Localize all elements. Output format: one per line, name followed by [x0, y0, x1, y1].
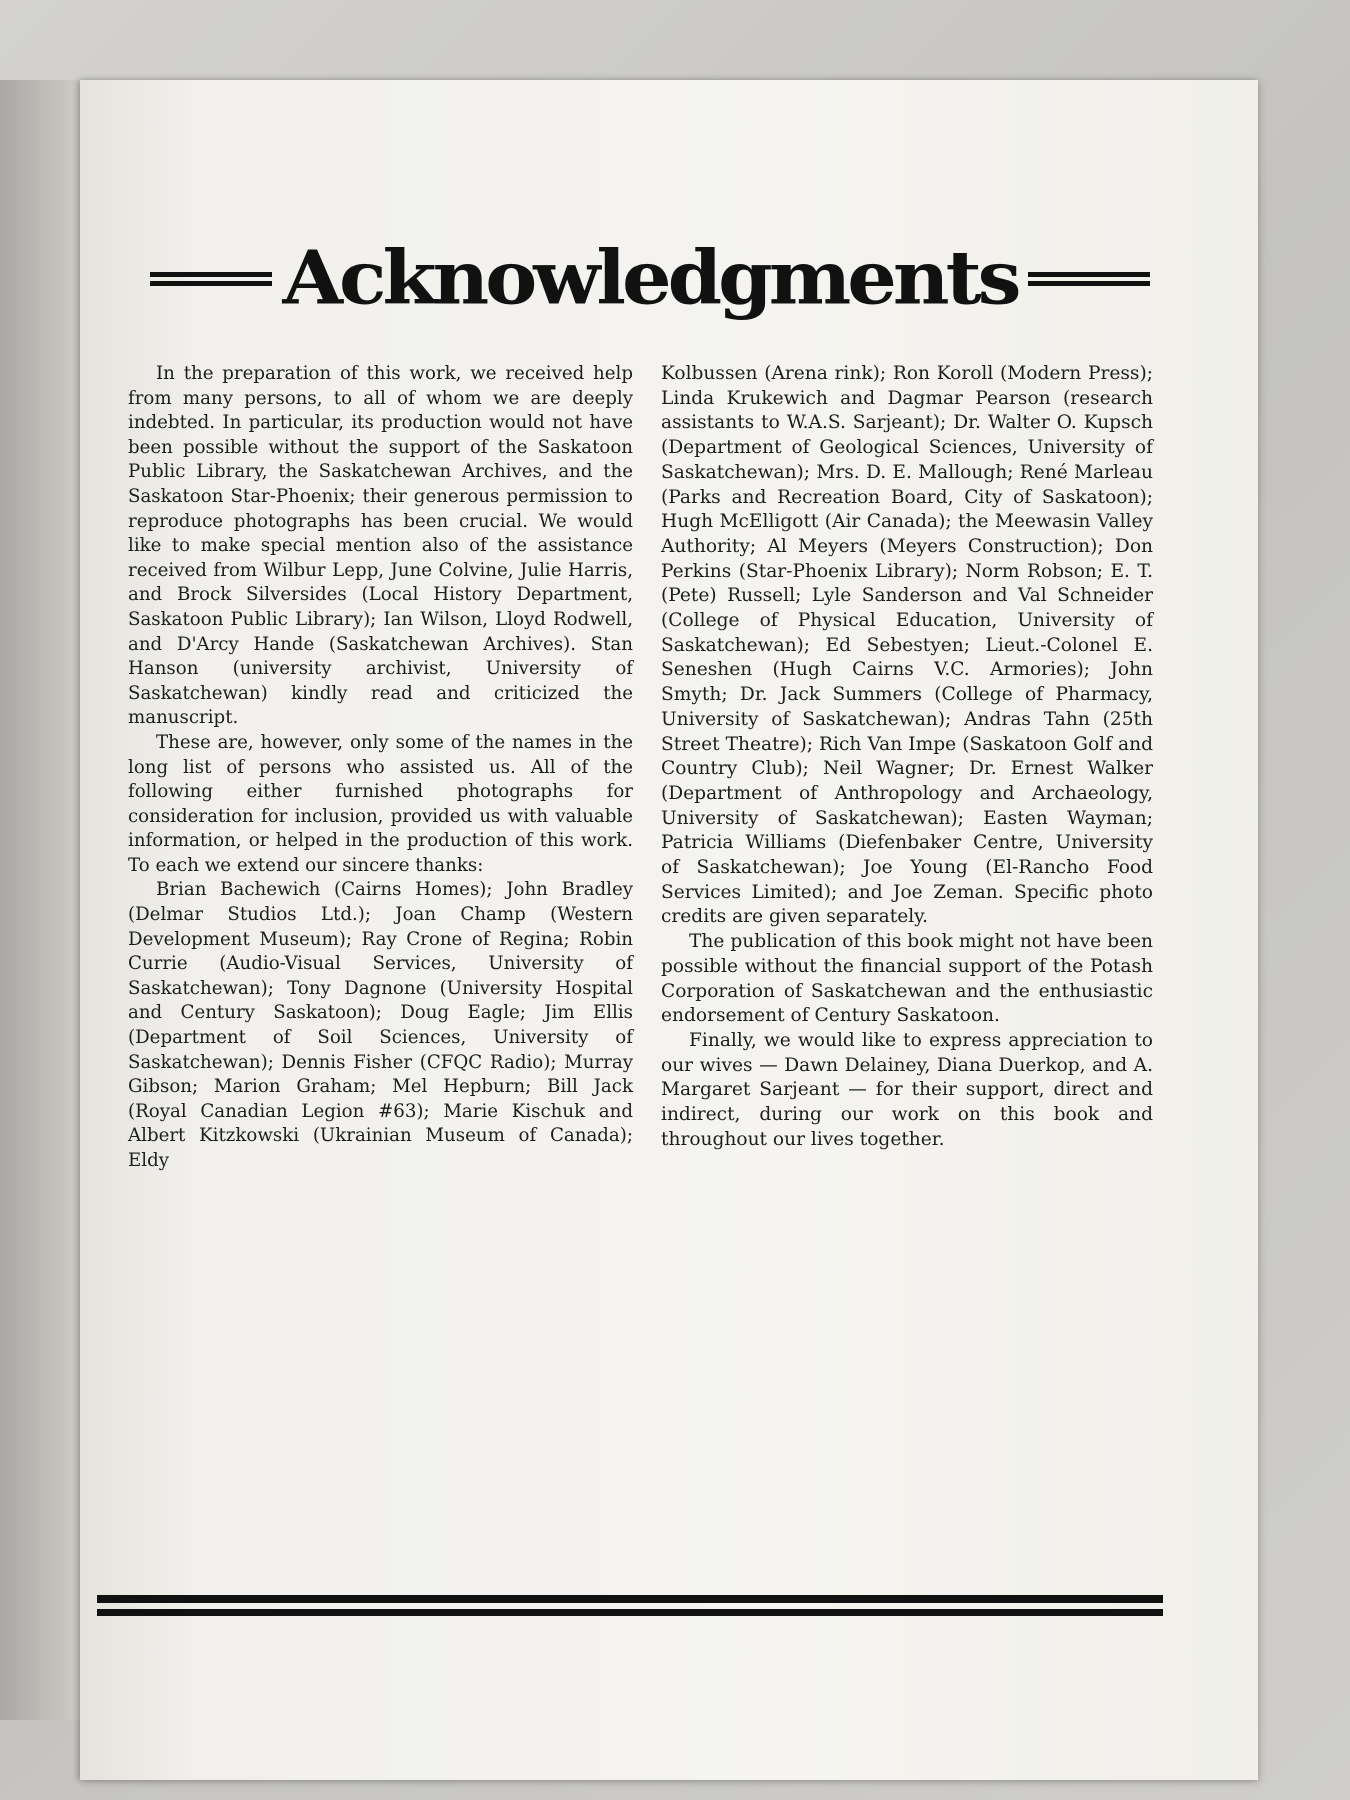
paragraph: In the preparation of this work, we received help from many persons, to all of whom we are deeply indebted. In particular, its production would not have been possible without the support of the Saskatoon Public Library, the Saskatchewan Archives, and the Saskatoon Star-Phoenix; their generous permission to reproduce photographs has been crucial. We would like to make special mention also of the assistance received from Wilbur Lepp, June Colvine, Julie Harris, and Brock Silversides (Local History Department, Saskatoon Public Library); Ian Wilson, Lloyd Rodwell, and D'Arcy Hande (Saskatchewan Archives). Stan Hanson (university archivist, University of Saskatchewan) kindly read and criticized the manuscript.: [128, 363, 633, 729]
paragraph: Kolbussen (Arena rink); Ron Koroll (Modern Press); Linda Krukewich and Dagmar Pearson (research assistants to W.A.S. Sarjeant); Dr. Walter O. Kupsch (Department of Geological Sciences, University of Saskatchewan); Mrs. D. E. Mallough; René Marleau (Parks and Recreation Board, City of Saskatoon); Hugh McElligott (Air Canada); the Meewasin Valley Authority; Al Meyers (Meyers Construction); Don Perkins (Star-Phoenix Library); Norm Robson; E. T. (Pete) Russell; Lyle Sanderson and Val Schneider (College of Physical Education, University of Saskatchewan); Ed Sebestyen; Lieut.-Colonel E. Seneshen (Hugh Cairns V.C. Armories); John Smyth; Dr. Jack Summers (College of Pharmacy, University of Saskatchewan); Andras Tahn (25th Street Theatre); Rich Van Impe (Saskatoon Golf and Country Club); Neil Wagner; Dr. Ernest Walker (Department of Anthropology and Archaeology, University of Saskatchewan); Easten Wayman; Patricia Williams (Diefenbaker Centre, University of Saskatchewan); Joe Young (El-Rancho Food Services Limited); and Joe Zeman. Specific photo credits are given separately.: [661, 363, 1153, 928]
page-title: Acknowledgments: [282, 235, 1018, 322]
paragraph: Finally, we would like to express appreciation to our wives — Dawn Delainey, Diana Duerkop, and A. Margaret Sarjeant — for their support, direct and indirect, during our work on this book and throughout our lives together.: [661, 1029, 1153, 1150]
paragraph: These are, however, only some of the names in the long list of persons who assisted us. All of the following either furnished photographs for consideration for inclusion, provided us with valuable information, or helped in the production of this work. To each we extend our sincere thanks:: [128, 731, 633, 876]
footer-rule-thick: [97, 1595, 1163, 1603]
footer-rule: [97, 1595, 1163, 1621]
paragraph: The publication of this book might not have been possible without the financial support of the Potash Corporation of Saskatchewan and the enthusiastic endorsement of Century Saskatoon.: [661, 931, 1153, 1027]
footer-rule-thin: [97, 1609, 1163, 1616]
text-column-left: [128, 362, 633, 1174]
heading-rule-left: [150, 269, 272, 289]
text-column-right: [661, 362, 1153, 1153]
heading-rule-right: [1028, 269, 1150, 289]
page-heading: [150, 235, 1150, 322]
paragraph: Brian Bachewich (Cairns Homes); John Bradley (Delmar Studios Ltd.); Joan Champ (Western Development Museum); Ray Crone of Regina; Robin Currie (Audio-Visual Services, University of Saskatchewan); Tony Dagnone (University Hospital and Century Saskatoon); Doug Eagle; Jim Ellis (Department of Soil Sciences, University of Saskatchewan); Dennis Fisher (CFQC Radio); Murray Gibson; Marion Graham; Mel Hepburn; Bill Jack (Royal Canadian Legion #63); Marie Kischuk and Albert Kitzkowski (Ukrainian Museum of Canada); Eldy: [128, 879, 633, 1171]
